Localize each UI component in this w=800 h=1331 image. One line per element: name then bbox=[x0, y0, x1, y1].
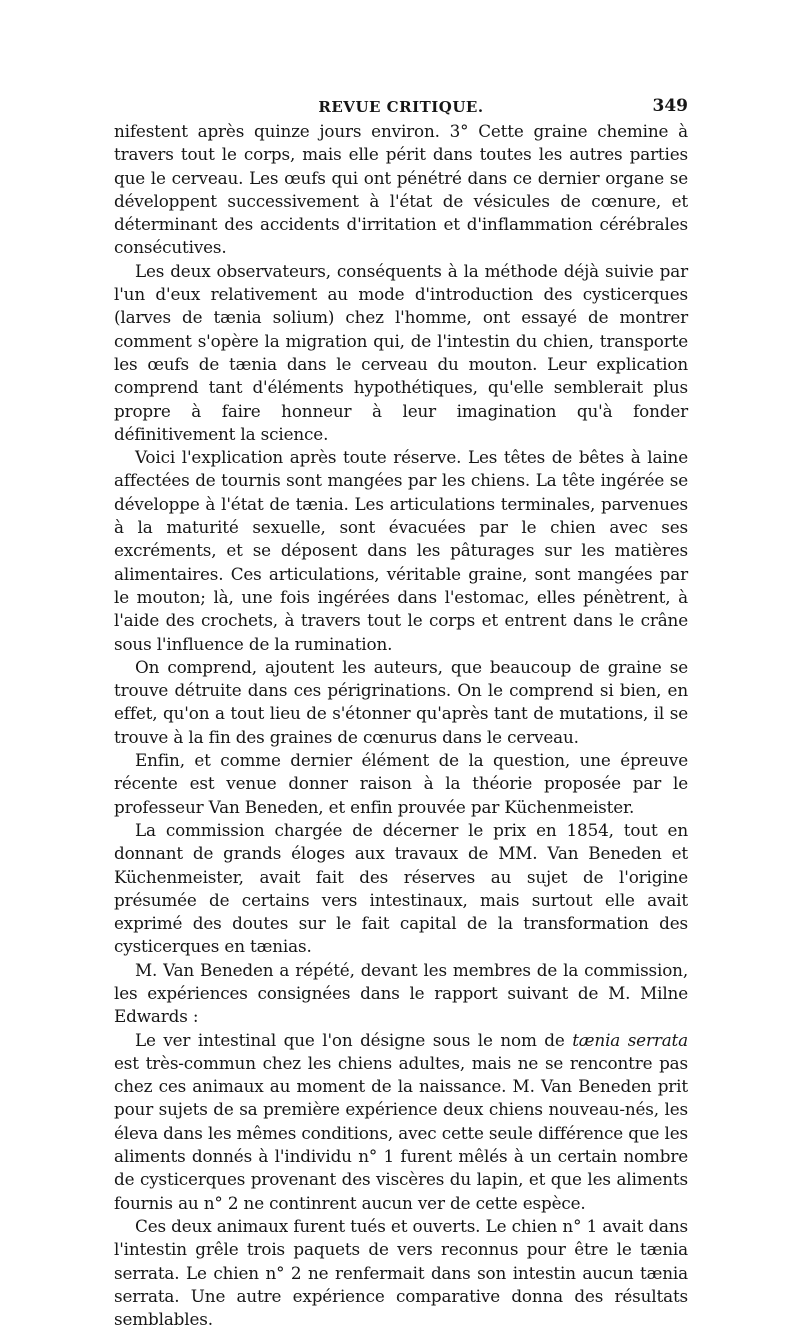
paragraph-commission: La commission chargée de décerner le prix en 1854, tout en donnant de grands éloges aux travaux de MM. Van Beneden et Küchenmeister, avait fait des réserves au sujet de l'origine présumée de certains vers intestinaux, mais surtout elle avait exprimé des doutes sur le fait capital de la transformation des cysticerques en tænias. bbox=[114, 819, 688, 957]
species-name-italic: tænia serrata bbox=[572, 1029, 689, 1050]
body-text bbox=[114, 120, 688, 1331]
paragraph-recent-proof: Enfin, et comme dernier élément de la question, une épreuve récente est venue donner raison à la théorie proposée par le professeur Van Beneden, et enfin prouvée par Küchenmeister. bbox=[114, 750, 688, 817]
running-head bbox=[114, 92, 688, 120]
text-segment: est très-commun chez les chiens adultes, mais ne se rencontre pas chez ces animaux au moment de la naissance. M. Van Beneden prit pour sujets de sa première expérience deux chiens nouveau-nés, les éleva dans les mêmes conditions, avec cette seule différence que les aliments donnés à l'individu n° 1 furent mêlés à un certain nombre de cysticerques provenant des viscères du lapin, et que les aliments fournis au n° 2 ne continrent aucun ver de cette espèce. bbox=[114, 1052, 688, 1213]
paragraph-explanation: Voici l'explication après toute réserve. Les têtes de bêtes à laine affectées de tournis sont mangées par les chiens. La tête ingérée se développe à l'état de tænia. Les articulations terminales, parvenues à la maturité sexuelle, sont évacuées par le chien avec ses excréments, et se déposent dans les pâturages sur les matières alimentaires. Ces articulations, véritable graine, sont mangées par le mouton; là, une fois ingérées dans l'estomac, elles pénètrent, à l'aide des crochets, à travers tout le corps et entrent dans le crâne sous l'influence de la rumination. bbox=[114, 447, 688, 654]
paragraph-peregrinations: On comprend, ajoutent les auteurs, que beaucoup de graine se trouve détruite dans ces périgrinations. On le comprend si bien, en effet, qu'on a tout lieu de s'étonner qu'après tant de mutations, il se trouve à la fin des graines de cœnurus dans le cerveau. bbox=[114, 656, 688, 747]
book-page bbox=[114, 92, 688, 1331]
paragraph-continuation: nifestent après quinze jours environ. 3° Cette graine chemine à travers tout le corps, mais elle périt dans toutes les autres parties que le cerveau. Les œufs qui ont pénétré dans ce dernier organe se développent successivement à l'état de vésicules de cœnure, et déterminant des accidents d'irritation et d'inflammation cérébrales consécutives. bbox=[114, 121, 688, 258]
paragraph-repeated-experiments: M. Van Beneden a répété, devant les membres de la commission, les expériences consignées dans le rapport suivant de M. Milne Edwards : bbox=[114, 959, 688, 1027]
paragraph-taenia-serrata bbox=[114, 1029, 688, 1215]
paragraph-observers: Les deux observateurs, conséquents à la méthode déjà suivie par l'un d'eux relativement au mode d'introduction des cysticerques (larves de tænia solium) chez l'homme, ont essayé de montrer comment s'opère la migration qui, de l'intestin du chien, transporte les œufs de tænia dans le cerveau du mouton. Leur explication comprend tant d'éléments hypothétiques, qu'elle semblerait plus propre à faire honneur à leur imagination qu'à fonder définitivement la science. bbox=[114, 260, 688, 444]
text-segment: Le ver intestinal que l'on désigne sous le nom de bbox=[135, 1029, 573, 1050]
paragraph-results: Ces deux animaux furent tués et ouverts. Le chien n° 1 avait dans l'intestin grêle trois paquets de vers reconnus pour être le tænia serrata. Le chien n° 2 ne renfermait dans son intestin aucun tænia serrata. Une autre expérience comparative donna des résultats semblables. bbox=[114, 1215, 688, 1330]
running-title: REVUE CRITIQUE. bbox=[318, 98, 484, 116]
page-number: 349 bbox=[652, 96, 688, 116]
